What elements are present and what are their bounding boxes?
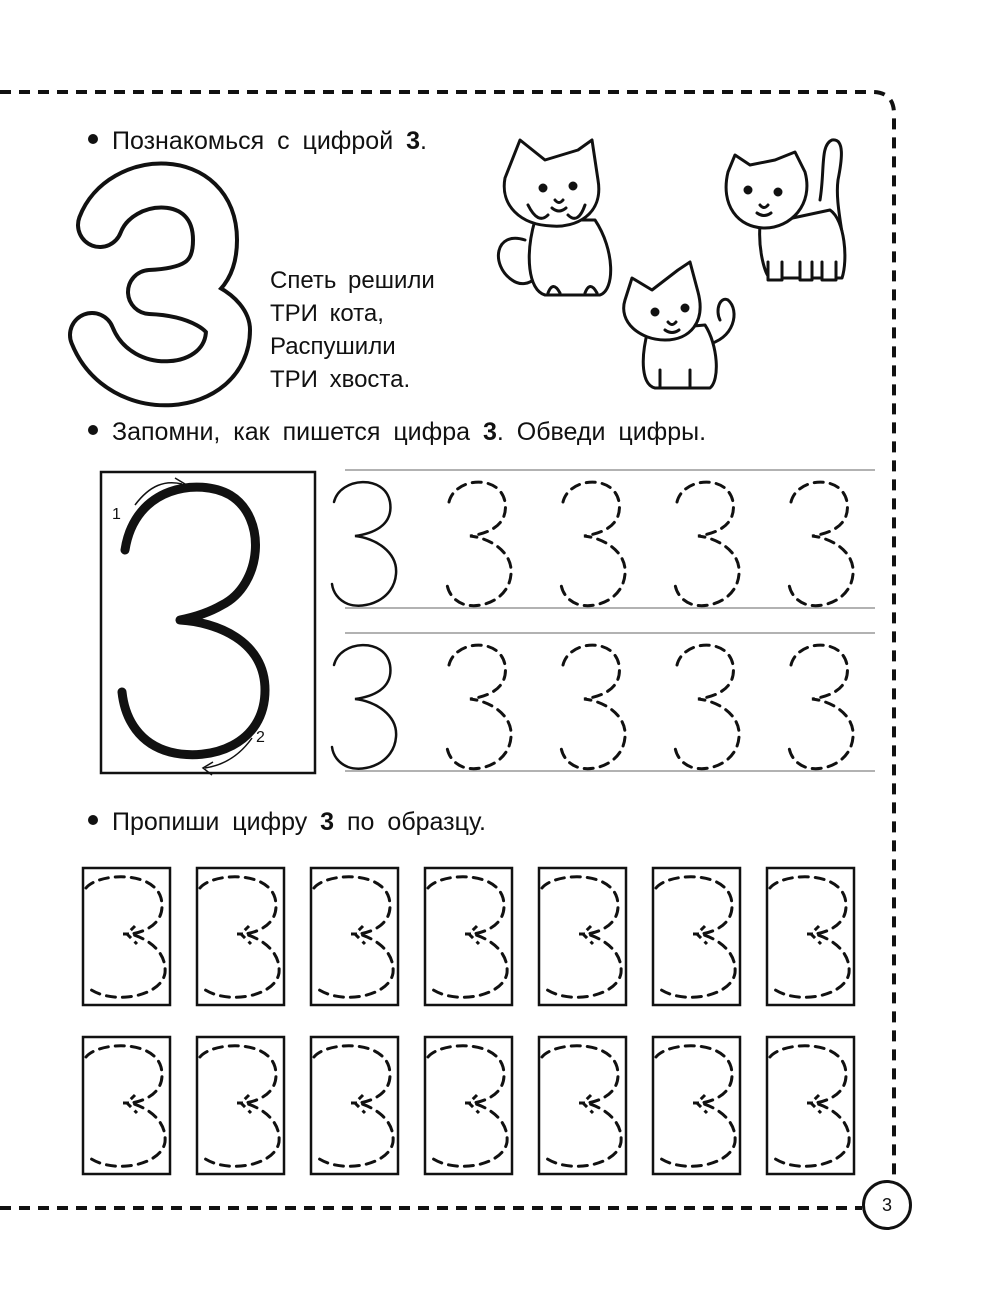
- instruction-digit: 3: [482, 418, 497, 446]
- instruction-end: по образцу.: [334, 808, 486, 836]
- poem-line: Спеть решили: [270, 267, 435, 294]
- instruction-end: . Обведи цифры.: [496, 418, 707, 446]
- page-number: 3: [862, 1180, 912, 1230]
- instruction-end: .: [420, 127, 427, 155]
- instruction-text: Пропиши цифру: [112, 808, 321, 836]
- instruction-digit: 3: [320, 808, 335, 836]
- stroke-label-1: 1: [112, 506, 121, 523]
- poem-line: ТРИ кота,: [270, 300, 384, 327]
- stroke-label-2: 2: [256, 729, 265, 746]
- poem-line: Распушили: [270, 333, 396, 360]
- instruction-text: Познакомься с цифрой: [112, 127, 407, 155]
- instruction-text: Запомни, как пишется цифра: [112, 418, 483, 446]
- poem-line: ТРИ хвоста.: [270, 366, 411, 393]
- instruction-digit: 3: [406, 127, 421, 155]
